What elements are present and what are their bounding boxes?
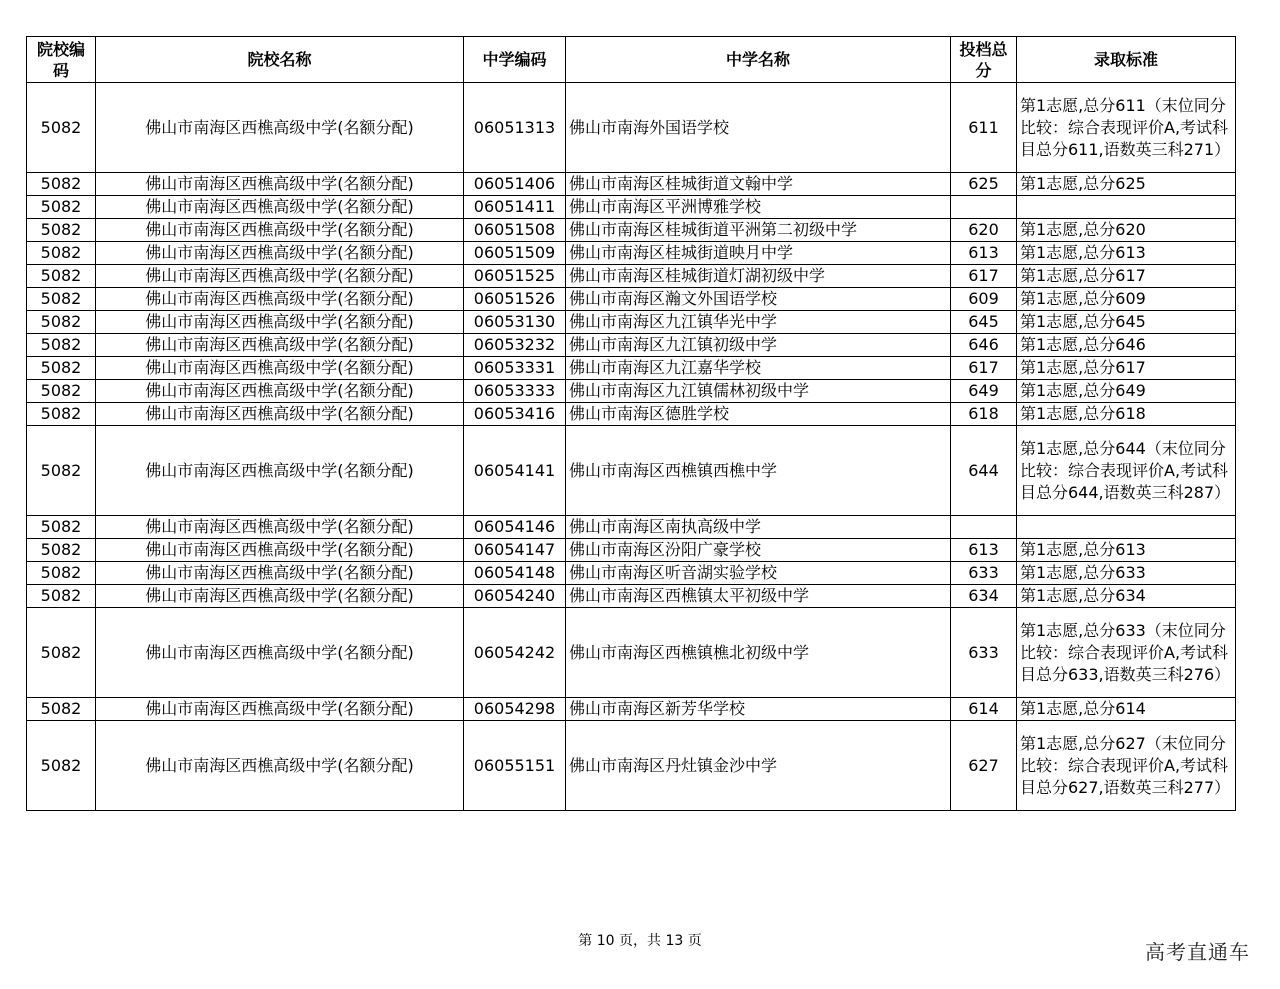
cell-total-score: 625 — [951, 173, 1017, 196]
cell-school-name: 佛山市南海区平洲博雅学校 — [566, 196, 951, 219]
cell-total-score: 649 — [951, 380, 1017, 403]
table-row — [27, 83, 1236, 173]
cell-admission-standard: 第1志愿,总分633 — [1017, 562, 1236, 585]
table-row — [27, 219, 1236, 242]
cell-school-code: 06054147 — [464, 539, 566, 562]
cell-school-code: 06054146 — [464, 516, 566, 539]
cell-school-code: 06053331 — [464, 357, 566, 380]
cell-college-name: 佛山市南海区西樵高级中学(名额分配) — [96, 196, 464, 219]
cell-admission-standard: 第1志愿,总分617 — [1017, 357, 1236, 380]
cell-school-code: 06053333 — [464, 380, 566, 403]
table-row — [27, 403, 1236, 426]
cell-school-code: 06054242 — [464, 608, 566, 698]
cell-college-code: 5082 — [27, 196, 96, 219]
cell-school-name: 佛山市南海区桂城街道灯湖初级中学 — [566, 265, 951, 288]
cell-college-name: 佛山市南海区西樵高级中学(名额分配) — [96, 380, 464, 403]
table-row — [27, 585, 1236, 608]
cell-school-name: 佛山市南海区西樵镇樵北初级中学 — [566, 608, 951, 698]
cell-school-code: 06054240 — [464, 585, 566, 608]
cell-total-score — [951, 516, 1017, 539]
cell-admission-standard: 第1志愿,总分614 — [1017, 698, 1236, 721]
cell-college-name: 佛山市南海区西樵高级中学(名额分配) — [96, 357, 464, 380]
cell-total-score: 633 — [951, 562, 1017, 585]
cell-college-code: 5082 — [27, 516, 96, 539]
cell-college-name: 佛山市南海区西樵高级中学(名额分配) — [96, 721, 464, 811]
cell-school-code: 06054141 — [464, 426, 566, 516]
cell-admission-standard: 第1志愿,总分613 — [1017, 242, 1236, 265]
cell-school-code: 06051406 — [464, 173, 566, 196]
cell-admission-standard: 第1志愿,总分625 — [1017, 173, 1236, 196]
cell-total-score — [951, 196, 1017, 219]
table-row — [27, 334, 1236, 357]
cell-college-code: 5082 — [27, 698, 96, 721]
cell-admission-standard: 第1志愿,总分634 — [1017, 585, 1236, 608]
cell-school-code: 06054148 — [464, 562, 566, 585]
admission-table — [26, 36, 1236, 811]
cell-total-score: 609 — [951, 288, 1017, 311]
header-college-code: 院校编码 — [27, 37, 96, 83]
cell-college-code: 5082 — [27, 357, 96, 380]
cell-school-code: 06051508 — [464, 219, 566, 242]
cell-school-name: 佛山市南海区丹灶镇金沙中学 — [566, 721, 951, 811]
cell-school-code: 06051313 — [464, 83, 566, 173]
cell-college-name: 佛山市南海区西樵高级中学(名额分配) — [96, 403, 464, 426]
cell-admission-standard: 第1志愿,总分613 — [1017, 539, 1236, 562]
cell-college-code: 5082 — [27, 288, 96, 311]
cell-total-score: 614 — [951, 698, 1017, 721]
cell-school-name: 佛山市南海区九江镇初级中学 — [566, 334, 951, 357]
cell-college-code: 5082 — [27, 311, 96, 334]
cell-admission-standard: 第1志愿,总分644（末位同分比较：综合表现评价A,考试科目总分644,语数英三科287） — [1017, 426, 1236, 516]
cell-school-code: 06053232 — [464, 334, 566, 357]
cell-college-code: 5082 — [27, 721, 96, 811]
cell-college-code: 5082 — [27, 562, 96, 585]
table-row — [27, 539, 1236, 562]
table-row — [27, 242, 1236, 265]
cell-college-code: 5082 — [27, 83, 96, 173]
cell-admission-standard: 第1志愿,总分618 — [1017, 403, 1236, 426]
cell-school-code: 06051411 — [464, 196, 566, 219]
cell-school-name: 佛山市南海区九江嘉华学校 — [566, 357, 951, 380]
header-school-name: 中学名称 — [566, 37, 951, 83]
cell-admission-standard: 第1志愿,总分617 — [1017, 265, 1236, 288]
cell-school-name: 佛山市南海区南执高级中学 — [566, 516, 951, 539]
cell-total-score: 645 — [951, 311, 1017, 334]
cell-college-name: 佛山市南海区西樵高级中学(名额分配) — [96, 334, 464, 357]
cell-school-name: 佛山市南海区汾阳广豪学校 — [566, 539, 951, 562]
cell-total-score: 617 — [951, 265, 1017, 288]
table-header-row — [27, 37, 1236, 83]
cell-college-code: 5082 — [27, 380, 96, 403]
cell-college-code: 5082 — [27, 403, 96, 426]
cell-college-code: 5082 — [27, 539, 96, 562]
cell-school-code: 06055151 — [464, 721, 566, 811]
cell-school-name: 佛山市南海区德胜学校 — [566, 403, 951, 426]
cell-school-name: 佛山市南海区桂城街道映月中学 — [566, 242, 951, 265]
cell-school-code: 06051526 — [464, 288, 566, 311]
cell-admission-standard — [1017, 516, 1236, 539]
cell-total-score: 634 — [951, 585, 1017, 608]
cell-total-score: 611 — [951, 83, 1017, 173]
cell-school-name: 佛山市南海区西樵镇西樵中学 — [566, 426, 951, 516]
header-admission-standard: 录取标准 — [1017, 37, 1236, 83]
table-row — [27, 196, 1236, 219]
cell-admission-standard: 第1志愿,总分611（末位同分比较：综合表现评价A,考试科目总分611,语数英三科271） — [1017, 83, 1236, 173]
cell-school-code: 06051509 — [464, 242, 566, 265]
cell-college-code: 5082 — [27, 426, 96, 516]
cell-admission-standard: 第1志愿,总分633（末位同分比较：综合表现评价A,考试科目总分633,语数英三科276） — [1017, 608, 1236, 698]
cell-college-name: 佛山市南海区西樵高级中学(名额分配) — [96, 311, 464, 334]
cell-total-score: 617 — [951, 357, 1017, 380]
cell-college-name: 佛山市南海区西樵高级中学(名额分配) — [96, 698, 464, 721]
header-total-score: 投档总分 — [951, 37, 1017, 83]
cell-admission-standard: 第1志愿,总分646 — [1017, 334, 1236, 357]
cell-school-name: 佛山市南海区桂城街道文翰中学 — [566, 173, 951, 196]
table-row — [27, 380, 1236, 403]
cell-college-name: 佛山市南海区西樵高级中学(名额分配) — [96, 516, 464, 539]
cell-college-name: 佛山市南海区西樵高级中学(名额分配) — [96, 608, 464, 698]
cell-college-name: 佛山市南海区西樵高级中学(名额分配) — [96, 242, 464, 265]
cell-total-score: 646 — [951, 334, 1017, 357]
cell-school-name: 佛山市南海区新芳华学校 — [566, 698, 951, 721]
cell-admission-standard: 第1志愿,总分620 — [1017, 219, 1236, 242]
cell-school-code: 06054298 — [464, 698, 566, 721]
cell-college-code: 5082 — [27, 265, 96, 288]
cell-college-code: 5082 — [27, 219, 96, 242]
cell-college-code: 5082 — [27, 173, 96, 196]
cell-college-code: 5082 — [27, 608, 96, 698]
cell-school-code: 06053130 — [464, 311, 566, 334]
header-school-code: 中学编码 — [464, 37, 566, 83]
cell-school-code: 06051525 — [464, 265, 566, 288]
cell-admission-standard: 第1志愿,总分609 — [1017, 288, 1236, 311]
cell-college-name: 佛山市南海区西樵高级中学(名额分配) — [96, 83, 464, 173]
cell-college-name: 佛山市南海区西樵高级中学(名额分配) — [96, 173, 464, 196]
cell-college-name: 佛山市南海区西樵高级中学(名额分配) — [96, 539, 464, 562]
table-row — [27, 311, 1236, 334]
cell-college-name: 佛山市南海区西樵高级中学(名额分配) — [96, 219, 464, 242]
cell-total-score: 613 — [951, 539, 1017, 562]
header-college-name: 院校名称 — [96, 37, 464, 83]
cell-school-name: 佛山市南海外国语学校 — [566, 83, 951, 173]
table-row — [27, 173, 1236, 196]
page-number: 第 10 页，共 13 页 — [578, 933, 702, 949]
table-body — [27, 83, 1236, 811]
cell-school-name: 佛山市南海区瀚文外国语学校 — [566, 288, 951, 311]
cell-college-name: 佛山市南海区西樵高级中学(名额分配) — [96, 288, 464, 311]
watermark-logo-text: 高考直通车 — [1145, 940, 1250, 964]
cell-total-score: 633 — [951, 608, 1017, 698]
table-row — [27, 608, 1236, 698]
cell-college-code: 5082 — [27, 585, 96, 608]
cell-college-name: 佛山市南海区西樵高级中学(名额分配) — [96, 265, 464, 288]
table-row — [27, 288, 1236, 311]
cell-total-score: 613 — [951, 242, 1017, 265]
cell-total-score: 620 — [951, 219, 1017, 242]
table-row — [27, 357, 1236, 380]
cell-college-code: 5082 — [27, 334, 96, 357]
cell-college-name: 佛山市南海区西樵高级中学(名额分配) — [96, 585, 464, 608]
table-row — [27, 698, 1236, 721]
table-row — [27, 516, 1236, 539]
cell-admission-standard: 第1志愿,总分645 — [1017, 311, 1236, 334]
cell-admission-standard — [1017, 196, 1236, 219]
cell-total-score: 644 — [951, 426, 1017, 516]
cell-college-code: 5082 — [27, 242, 96, 265]
cell-school-name: 佛山市南海区桂城街道平洲第二初级中学 — [566, 219, 951, 242]
cell-school-name: 佛山市南海区九江镇儒林初级中学 — [566, 380, 951, 403]
cell-school-name: 佛山市南海区九江镇华光中学 — [566, 311, 951, 334]
table-row — [27, 265, 1236, 288]
cell-college-name: 佛山市南海区西樵高级中学(名额分配) — [96, 562, 464, 585]
cell-school-name: 佛山市南海区听音湖实验学校 — [566, 562, 951, 585]
cell-school-name: 佛山市南海区西樵镇太平初级中学 — [566, 585, 951, 608]
cell-admission-standard: 第1志愿,总分627（末位同分比较：综合表现评价A,考试科目总分627,语数英三科277） — [1017, 721, 1236, 811]
cell-college-name: 佛山市南海区西樵高级中学(名额分配) — [96, 426, 464, 516]
table-row — [27, 426, 1236, 516]
table-row — [27, 562, 1236, 585]
cell-admission-standard: 第1志愿,总分649 — [1017, 380, 1236, 403]
cell-school-code: 06053416 — [464, 403, 566, 426]
cell-total-score: 618 — [951, 403, 1017, 426]
table-row — [27, 721, 1236, 811]
cell-total-score: 627 — [951, 721, 1017, 811]
